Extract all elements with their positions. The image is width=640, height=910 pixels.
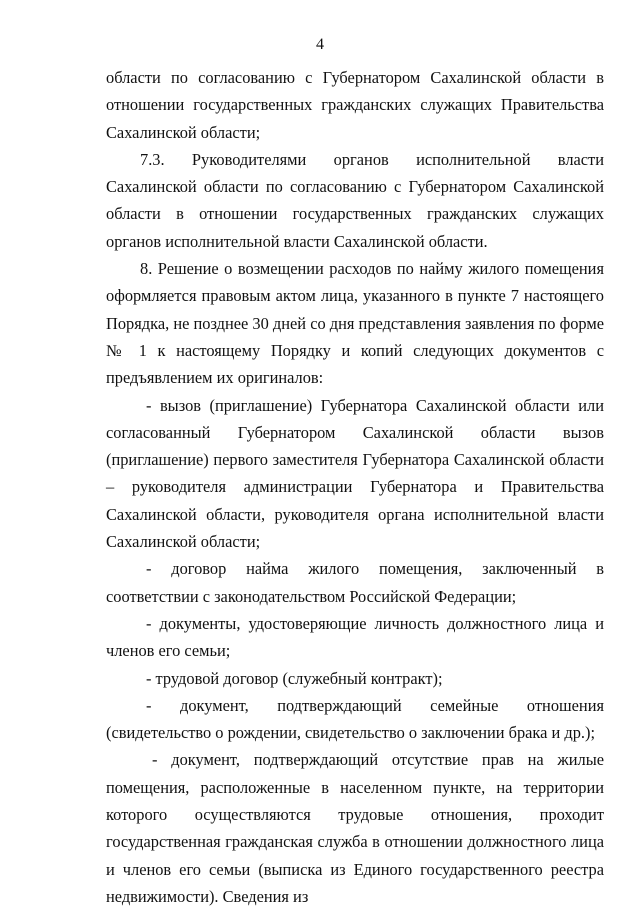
paragraph-continuation: области по согласованию с Губернатором Сахалинской области в отношении государственных гражданских служащих Правительства Сахалинской области; <box>106 68 604 142</box>
list-item-employment-contract: - трудовой договор (служебный контракт); <box>146 668 443 688</box>
page-number: 4 <box>316 36 324 53</box>
list-item-no-housing-rights: - документ, подтверждающий отсутствие прав на жилые помещения, расположенные в населенном пункте, на территории которого осуществляются трудовые отношения, проходит государственная гражданская служба в отношении должностного лица и членов его семьи (выписка из Единого государственного реестра недвижимости). Сведения из <box>106 750 604 906</box>
paragraph-8: 8. Решение о возмещении расходов по найму жилого помещения оформляется правовым актом лица, указанного в пункте 7 настоящего Порядка, не позднее 30 дней со дня представления заявления по форме № 1 к настоящему Порядку и копий следующих документов с предъявлением их оригиналов: <box>106 259 604 388</box>
list-item-family-relations: - документ, подтверждающий семейные отношения (свидетельство о рождении, свидетельство о заключении брака и др.); <box>106 695 604 743</box>
list-item-identity-documents: - документы, удостоверяющие личность должностного лица и членов его семьи; <box>106 613 604 661</box>
list-item-invitation: - вызов (приглашение) Губернатора Сахалинской области или согласованный Губернатором Сахалинской области вызов (приглашение) первого заместителя Губернатора Сахалинской области – руководителя администрации Губернатора и Правительства Сахалинской области, руководителя органа исполнительной власти Сахалинской области; <box>106 395 604 552</box>
list-item-rental-contract: - договор найма жилого помещения, заключенный в соответствии с законодательством Российской Федерации; <box>106 559 604 606</box>
body-text <box>106 64 604 910</box>
paragraph-7-3: 7.3. Руководителями органов исполнительной власти Сахалинской области по согласованию с Губернатором Сахалинской области в отношении государственных гражданских служащих органов исполнительной власти Сахалинской области. <box>106 149 604 251</box>
